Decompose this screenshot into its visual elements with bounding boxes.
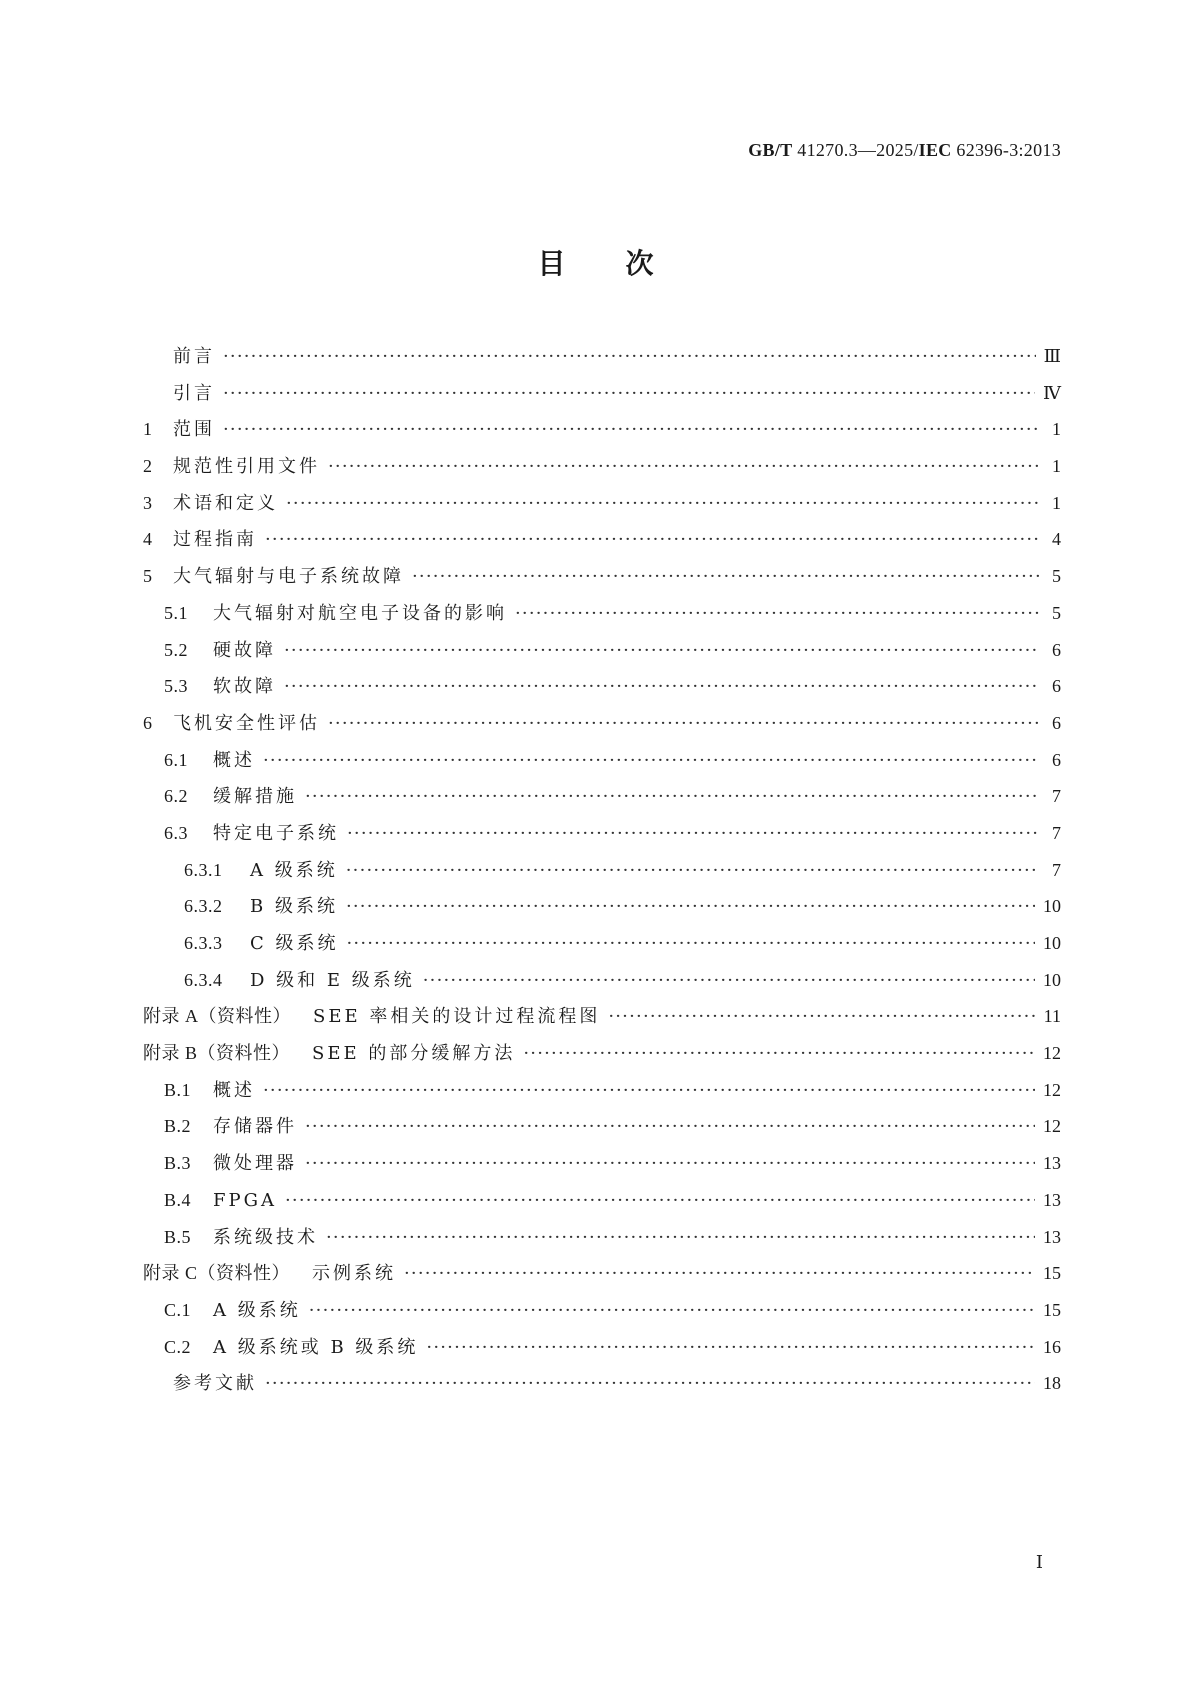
toc-entry[interactable] [143,411,1061,448]
toc-entry-label: 软故障 [213,676,276,698]
header-code-prefix: GB/T [748,140,793,160]
toc-entry-page: 10 [1043,969,1061,990]
toc-entry[interactable] [143,668,1061,705]
toc-entry-number: 6.3.1 [184,859,223,880]
toc-entry[interactable] [143,962,1061,999]
toc-dot-leader [305,1109,1035,1146]
toc-entry-number: 6 [143,712,153,733]
toc-dot-leader [284,633,1039,670]
toc-entry-label: 存储器件 [213,1116,297,1138]
toc-entry-page: 1 [1052,456,1061,477]
toc-entry-label: 概述 [213,1079,255,1101]
toc-dot-leader [284,669,1039,706]
toc-dot-leader [423,963,1035,1000]
toc-entry-number: 6.3 [164,822,188,843]
toc-dot-leader [346,853,1039,890]
toc-dot-leader [326,1220,1035,1257]
toc-entry-page: 13 [1043,1153,1061,1174]
toc-entry-number: 附录 C（资料性） [143,1263,291,1284]
toc-entry-page: 13 [1043,1189,1061,1210]
toc-entry-label: 特定电子系统 [213,822,339,844]
toc-entry-label: 引言 [173,382,215,404]
toc-entry[interactable] [143,632,1061,669]
toc-dot-leader [265,522,1039,559]
toc-entry[interactable] [143,1072,1061,1109]
toc-entry-label: 微处理器 [213,1153,297,1175]
toc-entry-label: 规范性引用文件 [173,456,320,478]
toc-dot-leader [515,596,1039,633]
toc-entry[interactable] [143,485,1061,522]
toc-entry-label: 大气辐射与电子系统故障 [173,566,404,588]
toc-entry-label: SEE 率相关的设计过程流程图 [313,1006,601,1028]
toc-entry[interactable] [143,815,1061,852]
toc-entry[interactable] [143,742,1061,779]
document-code-header [748,140,1061,161]
toc-entry-label: 概述 [213,749,255,771]
toc-dot-leader [523,1036,1035,1073]
toc-dot-leader [305,779,1039,816]
toc-dot-leader [309,1293,1035,1330]
toc-entry-label: C 级系统 [250,933,339,954]
toc-entry[interactable] [143,1365,1061,1402]
toc-dot-leader [223,412,1039,449]
toc-entry-number: B.2 [164,1116,192,1137]
toc-entry-label: 示例系统 [312,1263,397,1285]
toc-entry-label: 大气辐射对航空电子设备的影响 [213,602,507,624]
toc-entry-page: 5 [1052,602,1061,623]
toc-entry-label: A 级系统 [250,859,338,881]
toc-entry-label: 缓解措施 [213,786,297,808]
toc-dot-leader [263,743,1039,780]
toc-entry-label: 硬故障 [213,639,276,661]
toc-entry-page: 11 [1043,1006,1061,1027]
toc-entry-page: 15 [1043,1263,1061,1284]
toc-entry[interactable] [143,448,1061,485]
toc-entry-page: 6 [1052,749,1061,770]
toc-entry-page: 12 [1043,1079,1061,1100]
toc-entry-number: 1 [143,419,153,440]
toc-dot-leader [263,1073,1035,1110]
toc-entry-page: 13 [1043,1226,1061,1247]
toc-entry-number: 附录 A（资料性） [143,1006,291,1027]
toc-entry[interactable] [143,852,1061,889]
toc-entry[interactable] [143,1035,1061,1072]
toc-entry-number: 6.3.3 [184,933,223,953]
toc-entry[interactable] [143,1145,1061,1182]
toc-entry-number: B.5 [164,1226,192,1247]
toc-entry[interactable] [143,1329,1061,1366]
toc-entry-label: B 级系统 [250,896,338,918]
toc-entry-label: 范围 [173,419,215,441]
toc-dot-leader [608,999,1035,1036]
toc-entry[interactable] [143,1292,1061,1329]
toc-entry-page: 7 [1052,822,1061,843]
toc-entry-number: 5.3 [164,676,188,697]
toc-entry[interactable] [143,1182,1061,1219]
toc-entry-number: 3 [143,492,153,513]
toc-entry[interactable] [143,338,1061,375]
toc-entry-page: 12 [1043,1116,1061,1137]
toc-entry-page: 10 [1043,933,1061,953]
toc-entry-page: Ⅳ [1043,382,1061,403]
toc-entry-page: Ⅲ [1043,346,1061,366]
table-of-contents [143,338,1061,1402]
toc-dot-leader [286,486,1039,523]
toc-entry-number: 6.1 [164,749,188,770]
toc-entry-page: 16 [1043,1336,1061,1357]
toc-entry-label: A 级系统或 B 级系统 [213,1336,419,1358]
toc-entry-label: A 级系统 [213,1299,301,1321]
toc-entry[interactable] [143,1219,1061,1256]
toc-entry-page: 6 [1052,712,1061,733]
toc-dot-leader [346,889,1035,926]
toc-entry-label: D 级和 E 级系统 [250,969,415,991]
toc-dot-leader [328,706,1039,743]
toc-dot-leader [412,559,1039,596]
toc-entry-number: B.3 [164,1153,192,1174]
toc-dot-leader [426,1330,1035,1367]
toc-entry-page: 10 [1043,896,1061,917]
toc-entry-label: 前言 [173,346,215,367]
toc-entry-number: B.4 [164,1189,192,1210]
header-iec-number: 62396-3:2013 [951,140,1061,160]
toc-entry[interactable] [143,595,1061,632]
toc-entry-page: 18 [1043,1373,1061,1394]
toc-entry-label: 参考文献 [173,1373,257,1395]
toc-entry-number: 5 [143,566,153,587]
page-title: 目次 [537,247,714,280]
toc-entry-page: 5 [1052,566,1061,587]
toc-entry-page: 7 [1052,859,1061,880]
toc-entry-number: C.1 [164,1299,192,1320]
toc-entry[interactable] [143,1108,1061,1145]
toc-entry-page: 6 [1052,639,1061,660]
toc-entry-page: 7 [1052,786,1061,807]
toc-entry[interactable] [143,521,1061,558]
toc-entry-label: 术语和定义 [173,492,278,514]
toc-dot-leader [347,926,1036,963]
toc-entry-label: SEE 的部分缓解方法 [312,1043,516,1065]
toc-entry-number: 4 [143,529,153,550]
toc-entry[interactable] [143,705,1061,742]
toc-entry-number: 6.2 [164,786,188,807]
toc-entry-page: 6 [1052,676,1061,697]
toc-entry-number: 5.1 [164,602,188,623]
toc-entry[interactable] [143,778,1061,815]
toc-entry-label: FPGA [213,1189,277,1211]
toc-entry-label: 过程指南 [173,529,257,551]
toc-dot-leader [223,339,1036,376]
toc-dot-leader [305,1146,1035,1183]
toc-entry-page: 1 [1052,492,1061,513]
toc-entry[interactable] [143,998,1061,1035]
toc-entry-number: B.1 [164,1079,192,1100]
header-iec-prefix: IEC [918,140,952,160]
toc-entry[interactable] [143,1255,1061,1292]
toc-entry-page: 15 [1043,1299,1061,1320]
toc-dot-leader [285,1183,1035,1220]
toc-dot-leader [265,1366,1035,1403]
toc-dot-leader [404,1256,1035,1293]
toc-entry[interactable] [143,925,1061,962]
toc-entry-number: 附录 B（资料性） [143,1043,291,1064]
toc-entry-page: 1 [1052,419,1061,440]
toc-entry[interactable] [143,558,1061,595]
toc-dot-leader [223,376,1035,413]
toc-entry-label: 系统级技术 [213,1226,318,1248]
toc-entry-label: 飞机安全性评估 [173,712,320,734]
toc-entry-number: 6.3.4 [184,969,223,990]
toc-entry-number: 6.3.2 [184,896,223,917]
toc-entry-number: 2 [143,456,153,477]
toc-entry-page: 12 [1043,1043,1061,1064]
header-code-number: 41270.3—2025/ [792,140,919,160]
toc-entry-page: 4 [1052,529,1061,550]
toc-entry[interactable] [143,375,1061,412]
toc-dot-leader [347,816,1039,853]
toc-entry-number: 5.2 [164,639,188,660]
page-number-footer: Ⅰ [1035,1552,1043,1572]
toc-entry-number: C.2 [164,1336,192,1357]
toc-entry[interactable] [143,888,1061,925]
toc-dot-leader [328,449,1039,486]
